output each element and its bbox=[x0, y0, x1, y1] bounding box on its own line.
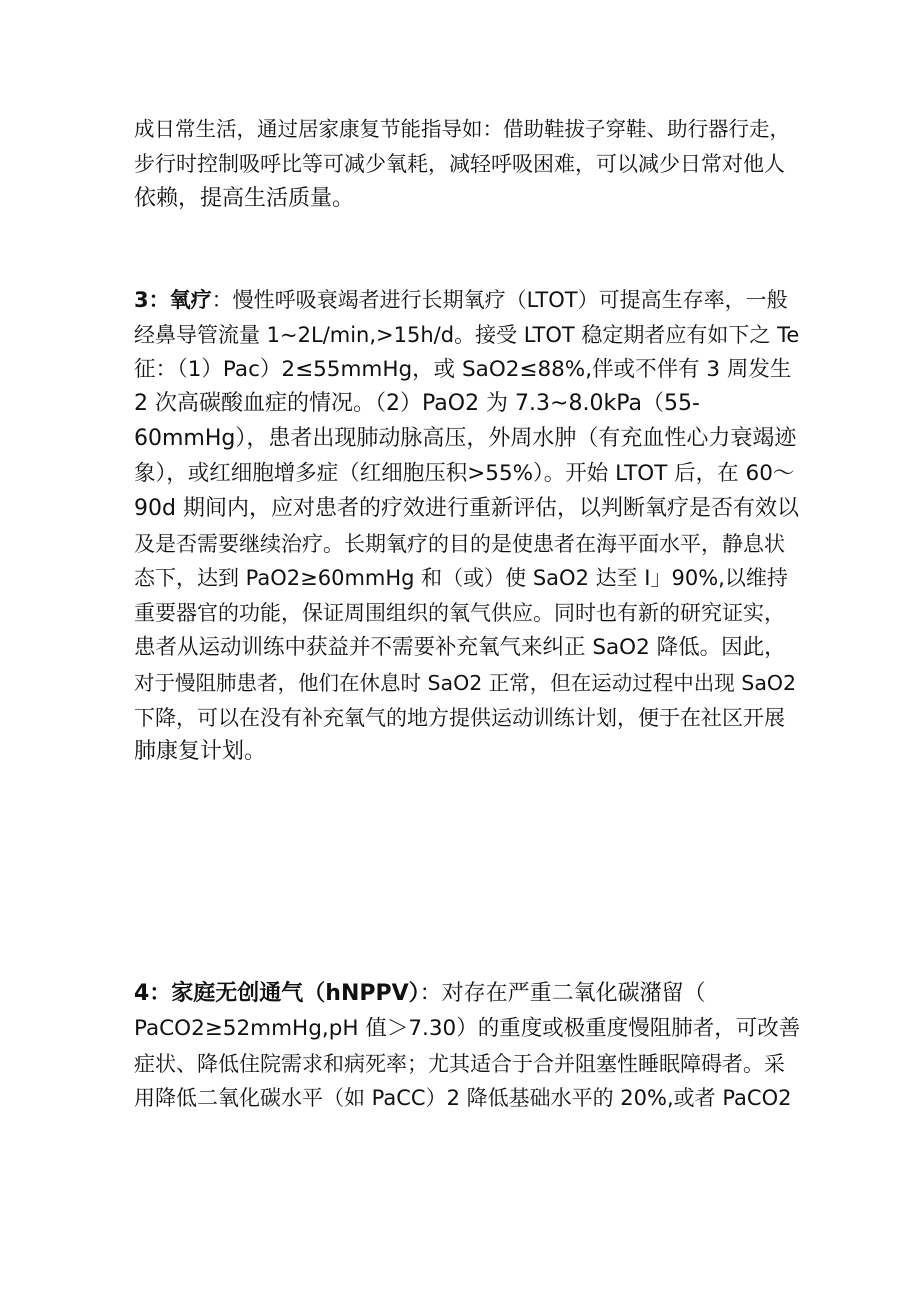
text-line: 下降，可以在没有补充氧气的地方提供运动训练计划，便于在社区开展 bbox=[134, 705, 785, 730]
text-run: ：慢性呼吸衰竭者进行长期氧疗（LTOT）可提高生存率，一般 bbox=[211, 288, 788, 312]
text-line: 经鼻导管流量 1~2L/min,>15h/d。接受 LTOT 稳定期者应有如下之 Te bbox=[134, 322, 800, 347]
text-line: 60mmHg），患者出现肺动脉高压，外周水肿（有充血性心力衰竭迹 bbox=[134, 426, 797, 452]
text-line: 成日常生活，通过居家康复节能指导如：借助鞋拔子穿鞋、助行器行走， bbox=[134, 117, 790, 141]
text-line bbox=[134, 977, 800, 1012]
text-line: PaCO2≥52mmHg,pH 值＞7.30）的重度或极重度慢阻肺者，可改善 bbox=[134, 1015, 800, 1041]
text-line: 重要器官的功能，保证周围组织的氧气供应。同时也有新的研究证实， bbox=[134, 601, 785, 626]
text-line: 症状、降低住院需求和病死率；尤其适合于合并阻塞性睡眠障碍者。采 bbox=[134, 1051, 785, 1076]
text-line: 2 次高碳酸血症的情况。（2）PaO2 为 7.3~8.0kPa（55- bbox=[134, 391, 700, 417]
text-line: 患者从运动训练中获益并不需要补充氧气来纠正 SaO2 降低。因此， bbox=[134, 634, 786, 660]
text-line: 依赖，提高生活质量。 bbox=[134, 185, 355, 211]
text-line: 肺康复计划。 bbox=[134, 739, 267, 765]
section-heading-oxygen-therapy: 3：氧疗 bbox=[134, 288, 212, 312]
paragraph-home-ventilation bbox=[134, 977, 800, 1116]
paragraph-daily-living bbox=[134, 112, 800, 216]
text-line: 用降低二氧化碳水平（如 PaCC）2 降低基础水平的 20%,或者 PaCO2 bbox=[134, 1086, 792, 1111]
section-heading-home-ventilation: 4：家庭无创通气（hNPPV） bbox=[134, 981, 420, 1006]
text-line: 象），或红细胞增多症（红细胞压积>55%）。开始 LTOT 后，在 60～ bbox=[134, 460, 795, 486]
text-run: ：对存在严重二氧化碳潴留（ bbox=[419, 981, 706, 1006]
text-line: 态下，达到 PaO2≥60mmHg 和（或）使 SaO2 达至 I」90%,以维持 bbox=[134, 566, 788, 591]
text-line: 对于慢阻肺患者，他们在休息时 SaO2 正常，但在运动过程中出现 SaO2 bbox=[134, 670, 797, 695]
text-line: 90d 期间内，应对患者的疗效进行重新评估，以判断氧疗是否有效以 bbox=[134, 495, 799, 521]
text-line: 征：（1）Pac）2≤55mmHg，或 SaO2≤88%,伴或不伴有 3 周发生 bbox=[134, 356, 792, 382]
paragraph-oxygen-therapy bbox=[134, 283, 800, 770]
text-line bbox=[134, 283, 800, 318]
text-line: 及是否需要继续治疗。长期氧疗的目的是使患者在海平面水平，静息状 bbox=[134, 531, 785, 556]
text-line: 步行时控制吸呼比等可减少氧耗，减轻呼吸困难，可以减少日常对他人 bbox=[134, 151, 785, 176]
